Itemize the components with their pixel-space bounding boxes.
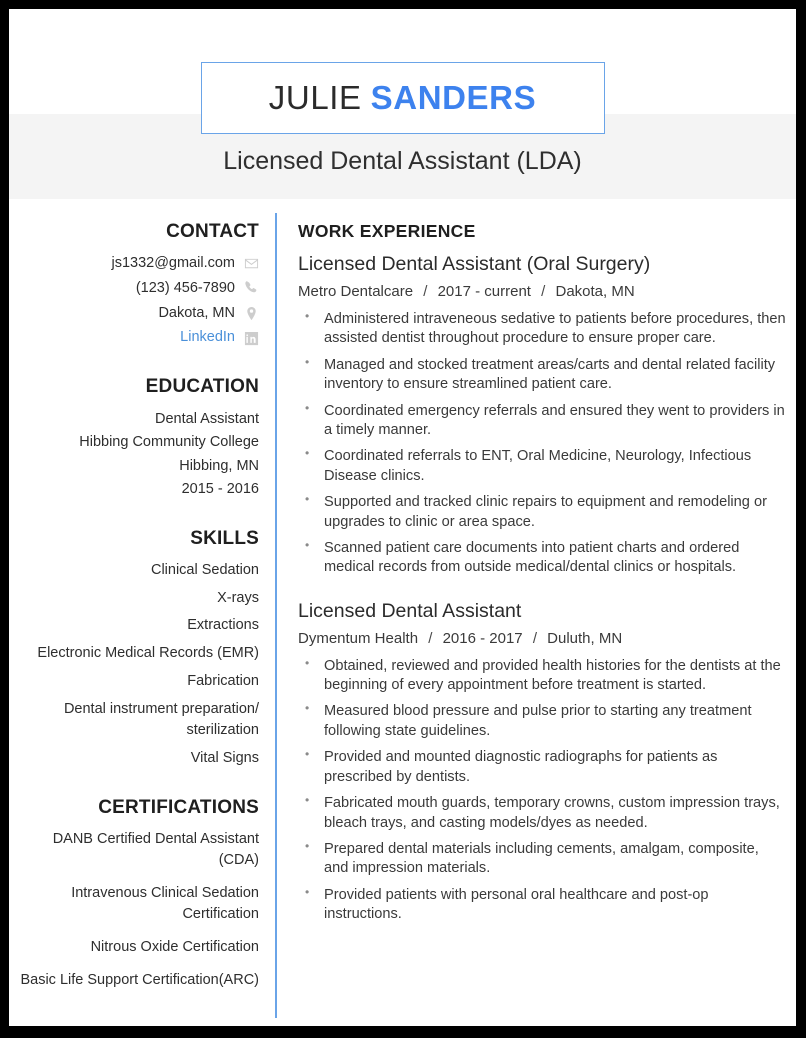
education-degree: Dental Assistant: [155, 411, 259, 427]
education-heading: EDUCATION: [145, 376, 259, 397]
list-item: • Managed and stocked treatment areas/carts and dental related facility inventory to ensure streamlined patient care.: [298, 356, 786, 395]
job-entry: [298, 253, 786, 578]
phone-icon: [244, 281, 259, 296]
job-company: Dymentum Health: [298, 630, 419, 648]
meta-separator-icon: /: [423, 283, 428, 301]
list-item: DANB Certified Dental Assistant (CDA): [52, 830, 259, 868]
full-name: [269, 79, 536, 117]
last-name: SANDERS: [370, 79, 537, 116]
list-item: • Measured blood pressure and pulse prior to starting any treatment following state guidelines.: [298, 702, 786, 741]
job-location: Dakota, MN: [555, 283, 635, 301]
job-title: Licensed Dental Assistant (Oral Surgery): [298, 253, 651, 275]
job-title: Licensed Dental Assistant: [298, 599, 522, 622]
certifications-section: [9, 797, 259, 991]
job-bullet-list: [298, 657, 786, 925]
list-item: • Scanned patient care documents into patient charts and ordered medical records from outside medical/dental clinics or hospitals.: [298, 539, 786, 578]
envelope-icon: [244, 256, 259, 271]
list-item: Intravenous Clinical Sedation Certification: [71, 884, 259, 922]
list-item: • Coordinated referrals to ENT, Oral Medicine, Neurology, Infectious Disease clinics.: [298, 447, 786, 486]
contact-heading: CONTACT: [166, 221, 259, 242]
name-box: [201, 62, 605, 134]
work-experience-heading: WORK EXPERIENCE: [298, 221, 476, 241]
education-school: Hibbing Community College: [79, 434, 259, 451]
contact-email-text: js1332@gmail.com: [111, 255, 235, 271]
contact-item-linkedin[interactable]: [9, 327, 259, 349]
list-item: Clinical Sedation: [150, 561, 259, 578]
list-item: X-rays: [217, 589, 259, 606]
contact-item-location: [9, 303, 259, 325]
job-dates: 2017 - current: [437, 283, 531, 301]
meta-separator-icon: /: [541, 283, 546, 301]
linkedin-icon[interactable]: [244, 331, 259, 346]
map-pin-icon: [244, 306, 259, 321]
first-name: JULIE: [268, 79, 362, 116]
job-entry: [298, 600, 786, 925]
list-item: Extractions: [187, 617, 259, 634]
contact-section: [9, 221, 259, 349]
list-item: • Obtained, reviewed and provided health histories for the dentists at the beginning of every appointment before treatment is started.: [298, 657, 786, 696]
meta-separator-icon: /: [532, 630, 537, 648]
resume-header: [9, 9, 796, 199]
list-item: Dental instrument preparation/ sterilization: [63, 700, 259, 739]
contact-linkedin-text[interactable]: LinkedIn: [180, 329, 235, 346]
list-item: Nitrous Oxide Certification: [90, 938, 259, 955]
list-item: • Coordinated emergency referrals and ensured they went to providers in a timely manner.: [298, 402, 786, 441]
job-bullet-list: [298, 310, 786, 578]
education-section: [9, 376, 259, 501]
contact-location-text: Dakota, MN: [158, 304, 235, 321]
contact-phone-text: (123) 456-7890: [135, 279, 235, 296]
skills-heading: SKILLS: [190, 527, 259, 549]
education-dates: 2015 - 2016: [181, 481, 259, 498]
contact-item-phone: [9, 278, 259, 300]
job-location: Duluth, MN: [547, 630, 623, 648]
list-item: • Provided patients with personal oral healthcare and post-op instructions.: [298, 886, 786, 925]
education-location: Hibbing, MN: [179, 457, 259, 474]
job-meta: [298, 282, 786, 302]
main-column: [277, 221, 796, 947]
list-item: • Supported and tracked clinic repairs to equipment and remodeling or upgrades to clinic or area space.: [298, 493, 786, 532]
sidebar-column: [9, 221, 275, 1018]
list-item: Fabrication: [187, 672, 259, 689]
list-item: • Administered intraveneous sedative to patients before procedures, then assisted dentist throughout procedure to ensure proper care.: [298, 310, 786, 349]
list-item: • Provided and mounted diagnostic radiographs for patients as prescribed by dentists.: [298, 748, 786, 787]
list-item: • Fabricated mouth guards, temporary crowns, custom impression trays, bleach trays, and casting models/dyes as needed.: [298, 794, 786, 833]
list-item: • Prepared dental materials including cements, amalgam, composite, and impression materials.: [298, 840, 786, 879]
contact-item-email: [9, 253, 259, 275]
job-title-subtitle: Licensed Dental Assistant (LDA): [223, 147, 582, 175]
list-item: Basic Life Support Certification(ARC): [20, 971, 259, 988]
certifications-heading: CERTIFICATIONS: [98, 796, 259, 818]
job-company: Metro Dentalcare: [298, 283, 414, 301]
list-item: Electronic Medical Records (EMR): [37, 645, 259, 662]
resume-page: [9, 9, 796, 1026]
job-dates: 2016 - 2017: [442, 630, 523, 648]
list-item: Vital Signs: [190, 750, 259, 767]
job-meta: [298, 629, 786, 649]
skills-section: [9, 528, 259, 770]
meta-separator-icon: /: [428, 630, 433, 648]
resume-body: [9, 199, 796, 1018]
